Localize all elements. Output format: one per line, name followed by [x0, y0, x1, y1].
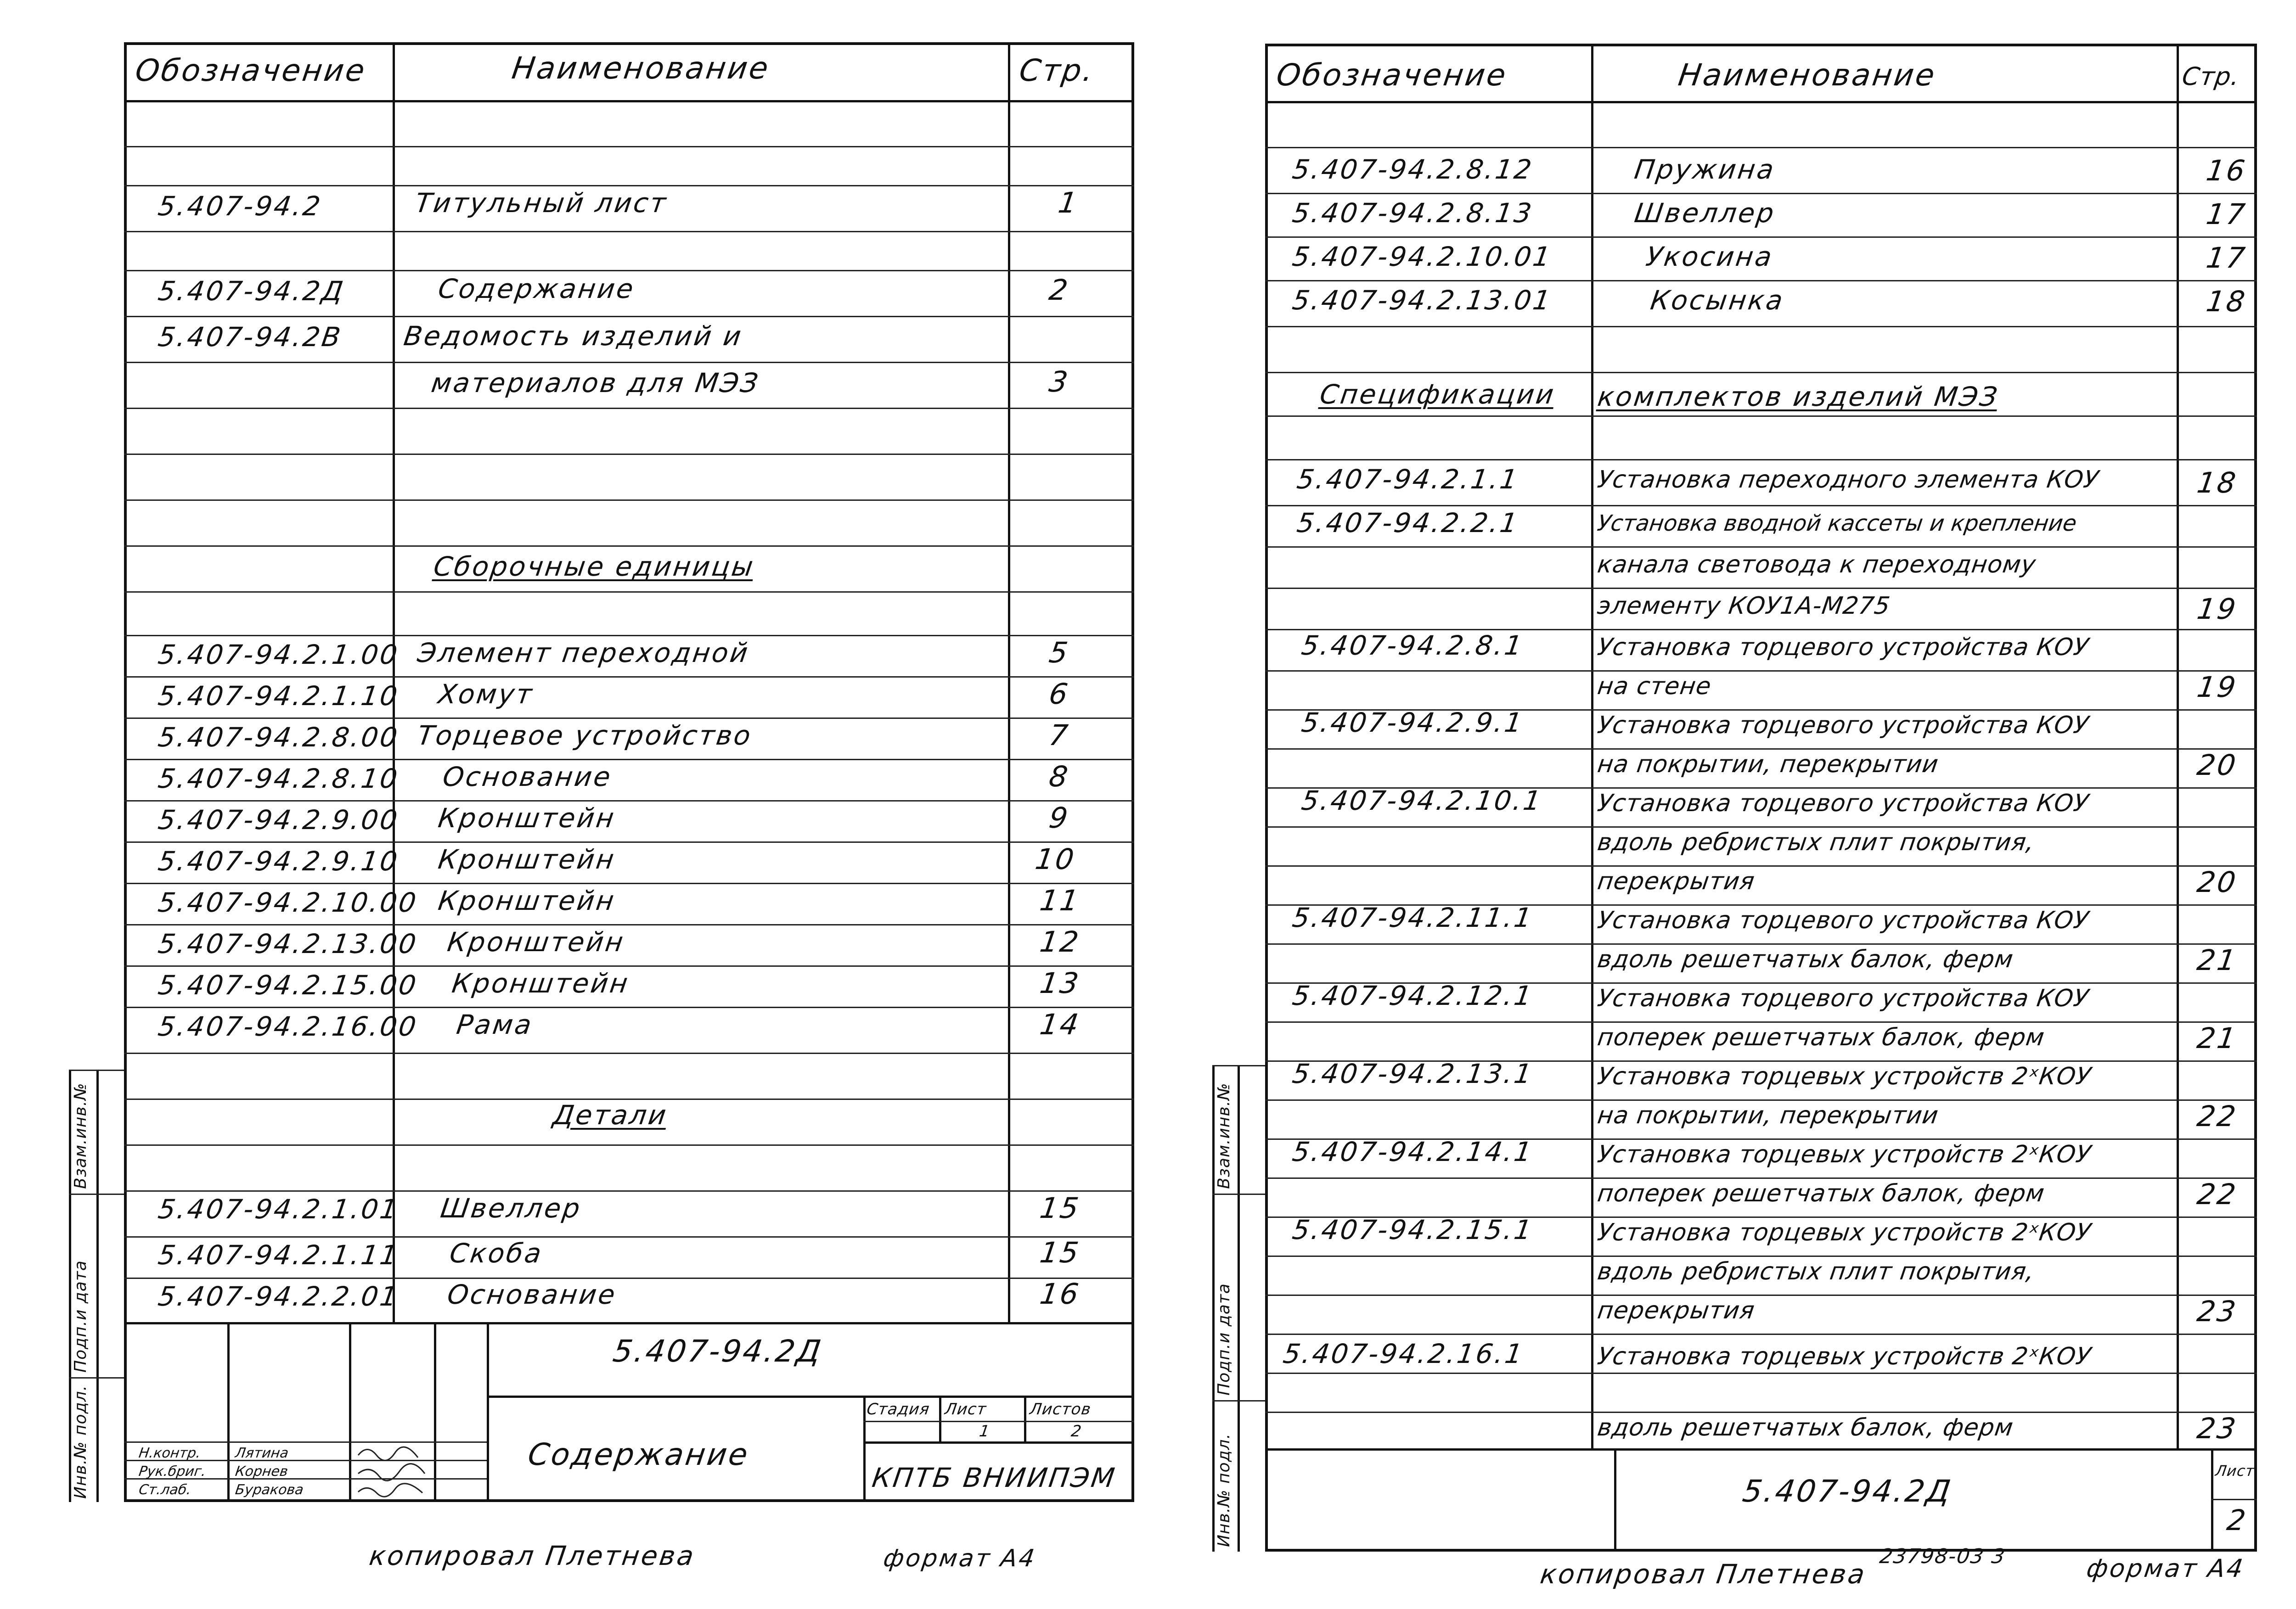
header-name: Наименование	[1676, 57, 1939, 93]
table-row-code: 5.407-94.2.15.00	[156, 970, 420, 1001]
table-row-page: 5	[1047, 636, 1072, 669]
stamp-role: Ст.лаб.	[138, 1482, 192, 1498]
spec-row-code: 5.407-94.2.13.1	[1290, 1058, 1536, 1089]
table-row-code: 5.407-94.2.10.01	[1290, 241, 1554, 272]
table-row-page: 18	[2204, 285, 2249, 318]
table-row-name: Кронштейн	[436, 885, 618, 916]
spec-row-line: элементу КОУ1А-М275	[1596, 592, 1892, 620]
table-row-code: 5.407-94.2.9.00	[156, 804, 401, 835]
stamp-person: Буракова	[234, 1482, 305, 1498]
table-row-code: 5.407-94.2Д	[156, 275, 347, 307]
spec-row-line: на стене	[1596, 673, 1713, 700]
spec-row-page: 21	[2195, 943, 2240, 977]
spec-row-code: 5.407-94.2.1.1	[1295, 464, 1521, 495]
spec-row-code: 5.407-94.2.14.1	[1290, 1136, 1536, 1167]
margin-replace-label: Взам.инв.№	[71, 1082, 90, 1189]
spec-row-line: поперек решетчатых балок, ферм	[1596, 1024, 2047, 1051]
spec-row-line: Установка торцевого устройства КОУ	[1596, 985, 2091, 1012]
spec-row-line: Установка торцевых устройств 2ˣКОУ	[1596, 1141, 2093, 1168]
spec-row-line: на покрытии, перекрытии	[1596, 1102, 1941, 1129]
table-row-code: 5.407-94.2.16.00	[156, 1011, 420, 1042]
spec-row-line: Установка торцевого устройства КОУ	[1596, 634, 2091, 661]
header-designation: Обозначение	[133, 53, 369, 88]
spec-row-page: 20	[2195, 865, 2240, 899]
margin-inv-label: Инв.№ подл.	[1215, 1433, 1233, 1547]
table-row-page: 1	[1056, 186, 1081, 219]
spec-row-line: Установка торцевых устройств 2ˣКОУ	[1596, 1063, 2093, 1090]
table-row-code: 5.407-94.2.1.10	[156, 680, 401, 712]
table-row-name: Кронштейн	[436, 802, 618, 834]
stamp-role: Н.контр.	[138, 1445, 202, 1461]
table-row-page: 3	[1047, 365, 1072, 398]
table-row-page: 8	[1047, 760, 1072, 793]
stamp-sheets-label: Листов	[1029, 1400, 1092, 1418]
stamp-sheet: 2	[2225, 1503, 2250, 1537]
table-row-page: 17	[2204, 197, 2249, 231]
stamp-person: Корнев	[234, 1463, 289, 1480]
table-row-name: Ведомость изделий и	[402, 320, 745, 352]
table-row-code: 5.407-94.2.8.12	[1290, 154, 1536, 185]
spec-row-line: канала световода к переходному	[1596, 551, 2038, 578]
table-row-code: 5.407-94.2.13.01	[1290, 285, 1554, 316]
spec-row-code: 5.407-94.2.10.1	[1300, 785, 1545, 816]
stamp-sheet-label: Лист	[2214, 1462, 2256, 1480]
spec-row-page: 23	[2195, 1412, 2240, 1445]
spec-row-page: 19	[2195, 670, 2240, 704]
footer-copied: копировал Плетнева	[1538, 1559, 1868, 1590]
section-assembly: Сборочные единицы	[432, 551, 757, 582]
spec-row-line: Установка торцевого устройства КОУ	[1596, 712, 2091, 739]
spec-row-line: вдоль решетчатых балок, ферм	[1596, 946, 2015, 973]
section-details: Детали	[551, 1099, 670, 1131]
stamp-org: КПТБ ВНИИПЭМ	[870, 1462, 1119, 1493]
table-row-page: 9	[1047, 801, 1072, 835]
table-row-page: 2	[1047, 273, 1072, 307]
table-row-name: Хомут	[436, 678, 536, 710]
spec-row-line: вдоль ребристых плит покрытия,	[1596, 829, 2037, 856]
footer-archive-number: 23798-03 3	[1878, 1545, 2007, 1568]
table-row-code: 5.407-94.2.1.11	[156, 1239, 401, 1271]
table-row-name: Кронштейн	[436, 844, 618, 875]
table-row-name: Элемент переходной	[416, 637, 752, 668]
table-row-name: Косынка	[1649, 285, 1787, 316]
spec-row-code: 5.407-94.2.9.1	[1300, 707, 1526, 738]
header-page: Стр.	[1017, 53, 1097, 88]
spec-row-page: 19	[2195, 592, 2240, 626]
table-row-code: 5.407-94.2.1.01	[156, 1194, 401, 1225]
table-row-page: 16	[1038, 1277, 1083, 1311]
spec-row-page: 22	[2195, 1099, 2240, 1133]
table-row-page: 6	[1047, 677, 1072, 711]
table-row-name: Укосина	[1644, 241, 1776, 272]
spec-row-page: 20	[2195, 748, 2240, 782]
table-row-page: 16	[2204, 154, 2249, 187]
stamp-role: Рук.бриг.	[138, 1463, 207, 1480]
footer-format: формат А4	[882, 1545, 1038, 1572]
stamp-title: Содержание	[526, 1437, 752, 1472]
table-row-code: 5.407-94.2	[156, 191, 324, 222]
footer-copied: копировал Плетнева	[367, 1540, 698, 1571]
table-row-code: 5.407-94.2.8.00	[156, 722, 401, 753]
table-row-name: Основание	[441, 761, 614, 792]
margin-inv-label: Инв.№ подл.	[71, 1385, 90, 1499]
header-name: Наименование	[510, 50, 772, 86]
spec-row-page: 23	[2195, 1295, 2240, 1328]
spec-row-line: поперек решетчатых балок, ферм	[1596, 1180, 2047, 1207]
table-row-page: 7	[1047, 718, 1072, 752]
spec-row-line: перекрытия	[1596, 1297, 1757, 1324]
stamp-sheet: 1	[978, 1422, 991, 1441]
spec-row-line: перекрытия	[1596, 868, 1757, 895]
spec-row-code: 5.407-94.2.2.1	[1295, 507, 1521, 538]
table-row-code: 5.407-94.2.1.00	[156, 639, 401, 670]
margin-replace-label: Взам.инв.№	[1215, 1082, 1233, 1189]
table-row-code: 5.407-94.2.8.13	[1290, 197, 1536, 229]
table-row-page: 15	[1038, 1191, 1083, 1225]
stamp-doc-code: 5.407-94.2Д	[1740, 1474, 1955, 1509]
table-row-page: 10	[1033, 842, 1078, 876]
spec-row-line: вдоль решетчатых балок, ферм	[1596, 1414, 2015, 1441]
margin-sign-label: Подп.и дата	[71, 1260, 90, 1373]
spec-row-line: Установка торцевого устройства КОУ	[1596, 907, 2091, 934]
spec-row-page: 22	[2195, 1177, 2240, 1211]
table-row-page: 11	[1038, 884, 1083, 917]
margin-sign-label: Подп.и дата	[1215, 1283, 1233, 1396]
table-row-code: 5.407-94.2В	[156, 321, 344, 353]
table-row-name: Швеллер	[439, 1193, 584, 1224]
spec-heading-a: Спецификации	[1318, 379, 1558, 410]
stamp-sheets: 2	[1070, 1422, 1083, 1441]
table-row-page: 12	[1038, 925, 1083, 959]
spec-row-line: Установка вводной кассеты и крепление	[1596, 510, 2078, 536]
spec-row-page: 18	[2195, 466, 2240, 499]
spec-heading-b: комплектов изделий МЭЗ	[1596, 381, 2001, 412]
table-row-page: 15	[1038, 1236, 1083, 1269]
spec-row-code: 5.407-94.2.12.1	[1290, 980, 1536, 1011]
table-row-name: Основание	[445, 1279, 619, 1310]
table-row-name: Торцевое устройство	[416, 720, 754, 751]
spec-row-line: Установка торцевых устройств 2ˣКОУ	[1596, 1343, 2093, 1370]
stamp-person: Лятина	[234, 1445, 290, 1461]
spec-row-line: вдоль ребристых плит покрытия,	[1596, 1258, 2037, 1285]
table-row-name: Содержание	[436, 273, 637, 304]
spec-row-line: Установка торцевого устройства КОУ	[1596, 790, 2091, 817]
spec-row-code: 5.407-94.2.15.1	[1290, 1214, 1536, 1245]
table-row-name: Титульный лист	[413, 187, 670, 219]
spec-row-line: на покрытии, перекрытии	[1596, 751, 1941, 778]
spec-row-code: 5.407-94.2.11.1	[1290, 902, 1536, 933]
header-designation: Обозначение	[1274, 57, 1510, 93]
footer-format: формат А4	[2085, 1554, 2247, 1583]
spec-row-line: Установка торцевых устройств 2ˣКОУ	[1596, 1219, 2093, 1246]
spec-row-code: 5.407-94.2.8.1	[1300, 630, 1526, 661]
table-row-name: Рама	[455, 1009, 535, 1040]
header-page: Стр.	[2180, 62, 2242, 91]
table-row-code: 5.407-94.2.2.01	[156, 1281, 401, 1312]
table-row-page: 17	[2204, 241, 2249, 275]
table-row-page: 13	[1038, 966, 1083, 1000]
stamp-sheet-label: Лист	[944, 1400, 988, 1418]
table-row-name: Кронштейн	[450, 968, 632, 999]
spec-row-line: Установка переходного элемента КОУ	[1596, 466, 2101, 493]
spec-row-page: 21	[2195, 1021, 2240, 1055]
table-row-code: 5.407-94.2.13.00	[156, 928, 420, 959]
table-row-code: 5.407-94.2.10.00	[156, 887, 420, 918]
title-block-top	[124, 1322, 1134, 1324]
spec-row-code: 5.407-94.2.16.1	[1281, 1338, 1526, 1369]
table-row-name: Кронштейн	[445, 926, 627, 958]
table-row-name: Швеллер	[1632, 197, 1778, 229]
table-row-name: Пружина	[1632, 154, 1778, 185]
table-row-name: Скоба	[448, 1238, 545, 1269]
table-row-code: 5.407-94.2.8.10	[156, 763, 401, 794]
signatures	[354, 1441, 432, 1501]
table-row-name: материалов для МЭЗ	[429, 367, 762, 398]
stamp-stage-label: Стадия	[866, 1400, 931, 1418]
table-row-code: 5.407-94.2.9.10	[156, 846, 401, 877]
stamp-doc-code: 5.407-94.2Д	[611, 1334, 825, 1369]
table-row-page: 14	[1038, 1008, 1083, 1041]
